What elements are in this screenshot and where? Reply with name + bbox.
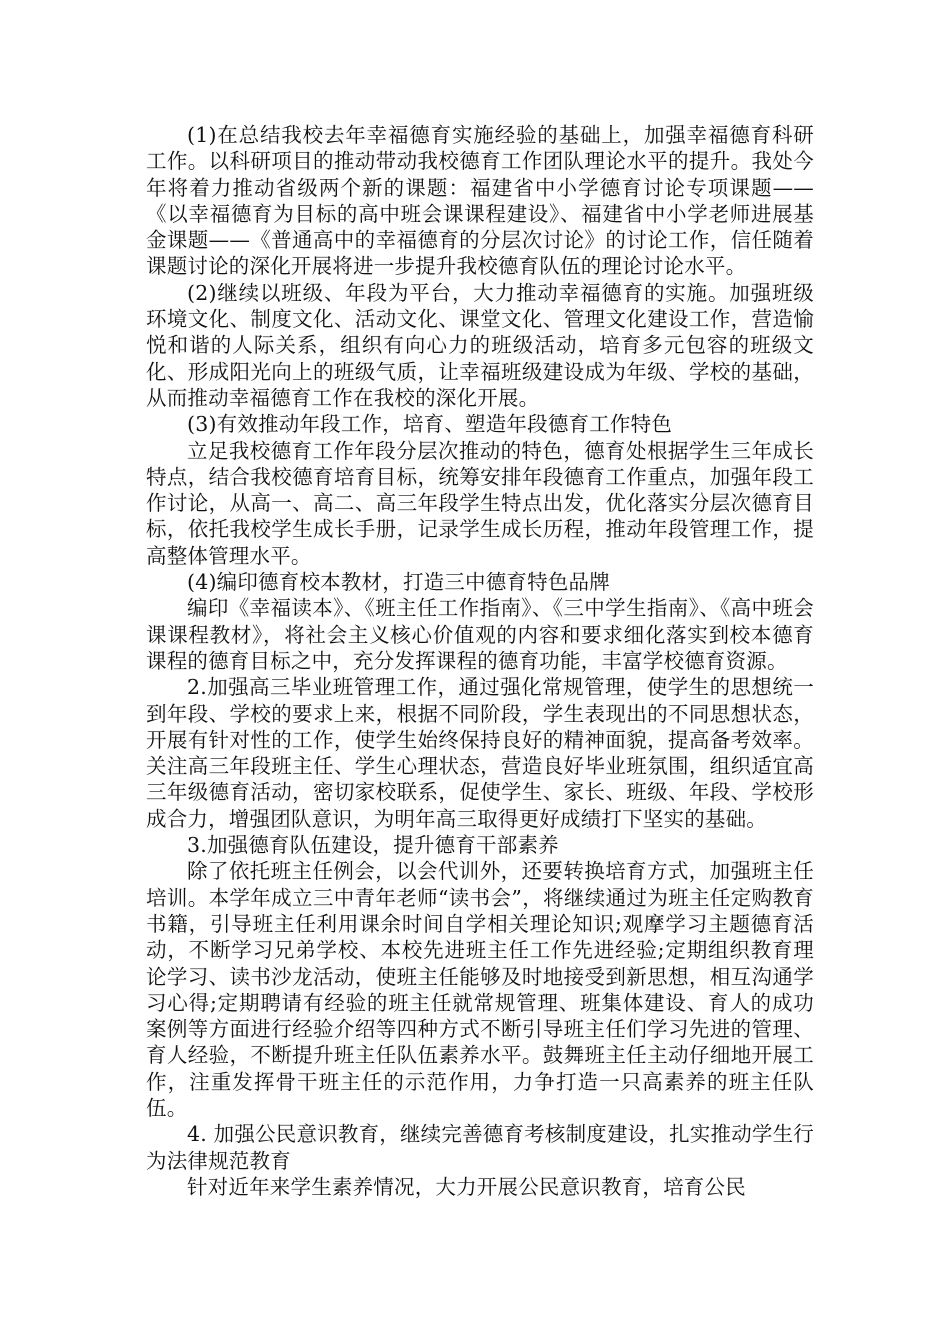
paragraph-3-heading: 3.加强德育队伍建设，提升德育干部素养 bbox=[187, 833, 559, 858]
paragraph-1-3-heading: (3)有效推动年段工作，培育、塑造年段德育工作特色 bbox=[187, 412, 673, 437]
paragraph-1-1-research: (1)在总结我校去年幸福德育实施经验的基础上，加强幸福德育科研工作。以科研项目的推动带动我校德育工作团队理论水平的提升。我处今年将着力推动省级两个新的课题：福建省中小学德育讨论专项课题——《以幸福德育为目标的高中班会课课程建设》、福建省中小学老师进展基金课题——《普通高中的幸福德育的分层次讨论》的讨论工作，信任随着课题讨论的深化开展将进一步提升我校德育队伍的理论讨论水平。 bbox=[146, 123, 814, 279]
paragraph-1-4-body: 编印《幸福读本》、《班主任工作指南》、《三中学生指南》、《高中班会课课程教材》，将社会主义核心价值观的内容和要求细化落实到校本德育课程的德育目标之中，充分发挥课程的德育功能，丰富学校德育资源。 bbox=[146, 596, 814, 673]
paragraph-4-body: 针对近年来学生素养情况，大力开展公民意识教育，培育公民 bbox=[187, 1174, 746, 1199]
paragraph-2-senior-class: 2.加强高三毕业班管理工作，通过强化常规管理，使学生的思想统一到年段、学校的要求上来，根据不同阶段，学生表现出的不同思想状态，开展有针对性的工作，使学生始终保持良好的精神面貌，提高备考效率。关注高三年段班主任、学生心理状态，营造良好毕业班氛围，组织适宜高三年级德育活动，密切家校联系，促使学生、家长、班级、年段、学校形成合力，增强团队意识，为明年高三取得更好成绩打下坚实的基础。 bbox=[146, 675, 814, 831]
paragraph-4-heading: 4. 加强公民意识教育，继续完善德育考核制度建设，扎实推动学生行为法律规范教育 bbox=[146, 1122, 814, 1173]
paragraph-1-2-class-culture: (2)继续以班级、年段为平台，大力推动幸福德育的实施。加强班级环境文化、制度文化、活动文化、课堂文化、管理文化建设工作，营造愉悦和谐的人际关系，组织有向心力的班级活动，培育多元包容的班级文化、形成阳光向上的班级气质，让幸福班级建设成为年级、学校的基础，从而推动幸福德育工作在我校的深化开展。 bbox=[146, 280, 814, 410]
document-body bbox=[146, 122, 814, 1200]
paragraph-1-4-heading: (4)编印德育校本教材，打造三中德育特色品牌 bbox=[187, 570, 610, 595]
paragraph-1-3-body: 立足我校德育工作年段分层次推动的特色，德育处根据学生三年成长特点，结合我校德育培育目标，统筹安排年段德育工作重点，加强年段工作讨论，从高一、高二、高三年段学生特点出发，优化落实分层次德育目标，依托我校学生成长手册，记录学生成长历程，推动年段管理工作，提高整体管理水平。 bbox=[146, 438, 814, 568]
paragraph-3-body: 除了依托班主任例会，以会代训外，还要转换培育方式，加强班主任培训。本学年成立三中青年老师“读书会”，将继续通过为班主任定购教育书籍，引导班主任利用课余时间自学相关理论知识;观摩学习主题德育活动，不断学习兄弟学校、本校先进班主任工作先进经验;定期组织教育理论学习、读书沙龙活动，使班主任能够及时地接受到新思想，相互沟通学习心得;定期聘请有经验的班主任就常规管理、班集体建设、育人的成功案例等方面进行经验介绍等四种方式不断引导班主任们学习先进的管理、育人经验，不断提升班主任队伍素养水平。鼓舞班主任主动仔细地开展工作，注重发挥骨干班主任的示范作用，力争打造一只高素养的班主任队伍。 bbox=[146, 859, 814, 1120]
